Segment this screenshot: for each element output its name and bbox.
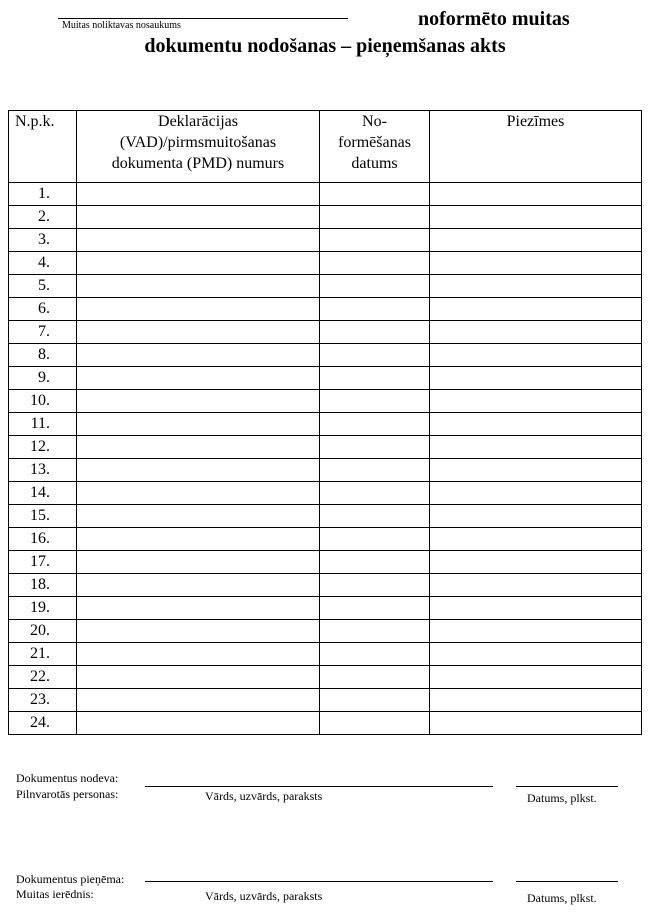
table-header-row bbox=[9, 111, 642, 183]
formalization-date-cell[interactable] bbox=[320, 436, 430, 459]
formalization-date-cell[interactable] bbox=[320, 505, 430, 528]
formalization-date-cell[interactable] bbox=[320, 712, 430, 735]
table-row bbox=[9, 505, 642, 528]
declaration-number-cell[interactable] bbox=[77, 666, 320, 689]
notes-cell[interactable] bbox=[430, 712, 642, 735]
declaration-number-cell[interactable] bbox=[77, 712, 320, 735]
row-number: 1. bbox=[9, 183, 77, 206]
formalization-date-cell[interactable] bbox=[320, 206, 430, 229]
notes-cell[interactable] bbox=[430, 574, 642, 597]
table-row bbox=[9, 367, 642, 390]
table-row bbox=[9, 321, 642, 344]
declaration-number-cell[interactable] bbox=[77, 390, 320, 413]
notes-cell[interactable] bbox=[430, 597, 642, 620]
declaration-number-cell[interactable] bbox=[77, 620, 320, 643]
row-number: 11. bbox=[9, 413, 77, 436]
table-row bbox=[9, 275, 642, 298]
table-row bbox=[9, 298, 642, 321]
row-number: 12. bbox=[9, 436, 77, 459]
row-number: 7. bbox=[9, 321, 77, 344]
declaration-number-cell[interactable] bbox=[77, 275, 320, 298]
row-number: 18. bbox=[9, 574, 77, 597]
formalization-date-cell[interactable] bbox=[320, 275, 430, 298]
table-row bbox=[9, 206, 642, 229]
formalization-date-cell[interactable] bbox=[320, 574, 430, 597]
row-number: 23. bbox=[9, 689, 77, 712]
notes-cell[interactable] bbox=[430, 666, 642, 689]
declaration-number-cell[interactable] bbox=[77, 252, 320, 275]
received-label: Dokumentus pieņēma: bbox=[16, 872, 125, 886]
handed-over-label: Dokumentus nodeva: bbox=[16, 771, 119, 785]
notes-cell[interactable] bbox=[430, 229, 642, 252]
header-declaration-line-3: dokumenta (PMD) numurs bbox=[111, 155, 285, 172]
formalization-date-cell[interactable] bbox=[320, 459, 430, 482]
header-declaration-line-2: (VAD)/pirmsmuitošanas bbox=[119, 134, 277, 151]
customs-officer-label: Muitas ierēdnis: bbox=[16, 887, 94, 901]
formalization-date-cell[interactable] bbox=[320, 689, 430, 712]
header-declaration-number bbox=[77, 111, 320, 183]
declaration-number-cell[interactable] bbox=[77, 206, 320, 229]
row-number: 5. bbox=[9, 275, 77, 298]
office-name-label: Muitas noliktavas nosaukums bbox=[62, 20, 181, 31]
formalization-date-cell[interactable] bbox=[320, 252, 430, 275]
declaration-number-cell[interactable] bbox=[77, 367, 320, 390]
table-row bbox=[9, 597, 642, 620]
handed-over-name-caption: Vārds, uzvārds, paraksts bbox=[205, 789, 323, 803]
row-number: 2. bbox=[9, 206, 77, 229]
formalization-date-cell[interactable] bbox=[320, 344, 430, 367]
notes-cell[interactable] bbox=[430, 252, 642, 275]
handed-over-signature-line[interactable] bbox=[145, 786, 493, 787]
title-line-1: noformēto muitas bbox=[418, 8, 570, 30]
title-line-2: dokumentu nodošanas – pieņemšanas akts bbox=[144, 35, 506, 57]
table-row bbox=[9, 229, 642, 252]
table-row bbox=[9, 574, 642, 597]
header-date-line-2: formēšanas bbox=[338, 134, 411, 151]
table-row bbox=[9, 620, 642, 643]
notes-cell[interactable] bbox=[430, 620, 642, 643]
declaration-number-cell[interactable] bbox=[77, 321, 320, 344]
row-number: 15. bbox=[9, 505, 77, 528]
row-number: 24. bbox=[9, 712, 77, 735]
table-row bbox=[9, 551, 642, 574]
formalization-date-cell[interactable] bbox=[320, 597, 430, 620]
table-row bbox=[9, 344, 642, 367]
notes-cell[interactable] bbox=[430, 183, 642, 206]
formalization-date-cell[interactable] bbox=[320, 229, 430, 252]
declaration-number-cell[interactable] bbox=[77, 344, 320, 367]
declaration-number-cell[interactable] bbox=[77, 183, 320, 206]
notes-cell[interactable] bbox=[430, 321, 642, 344]
notes-cell[interactable] bbox=[430, 367, 642, 390]
handed-over-date-caption: Datums, plkst. bbox=[527, 791, 597, 805]
header-declaration-line-1: Deklarācijas bbox=[158, 113, 238, 130]
declaration-number-cell[interactable] bbox=[77, 505, 320, 528]
row-number: 13. bbox=[9, 459, 77, 482]
notes-cell[interactable] bbox=[430, 551, 642, 574]
declaration-number-cell[interactable] bbox=[77, 298, 320, 321]
received-signature-line[interactable] bbox=[145, 881, 493, 882]
formalization-date-cell[interactable] bbox=[320, 643, 430, 666]
declaration-number-cell[interactable] bbox=[77, 436, 320, 459]
row-number: 9. bbox=[9, 367, 77, 390]
table-row bbox=[9, 689, 642, 712]
formalization-date-cell[interactable] bbox=[320, 482, 430, 505]
table-row bbox=[9, 643, 642, 666]
notes-cell[interactable] bbox=[430, 206, 642, 229]
row-number: 17. bbox=[9, 551, 77, 574]
table-row bbox=[9, 413, 642, 436]
formalization-date-cell[interactable] bbox=[320, 528, 430, 551]
formalization-date-cell[interactable] bbox=[320, 367, 430, 390]
declaration-number-cell[interactable] bbox=[77, 413, 320, 436]
notes-cell[interactable] bbox=[430, 344, 642, 367]
header-date-line-3: datums bbox=[351, 155, 398, 172]
handed-over-date-line[interactable] bbox=[516, 786, 618, 787]
documents-table bbox=[8, 110, 642, 735]
row-number: 3. bbox=[9, 229, 77, 252]
row-number: 20. bbox=[9, 620, 77, 643]
row-number: 16. bbox=[9, 528, 77, 551]
declaration-number-cell[interactable] bbox=[77, 482, 320, 505]
formalization-date-cell[interactable] bbox=[320, 551, 430, 574]
declaration-number-cell[interactable] bbox=[77, 459, 320, 482]
table-row bbox=[9, 436, 642, 459]
row-number: 4. bbox=[9, 252, 77, 275]
row-number: 14. bbox=[9, 482, 77, 505]
row-number: 6. bbox=[9, 298, 77, 321]
row-number: 22. bbox=[9, 666, 77, 689]
header-npk: N.p.k. bbox=[9, 111, 77, 183]
notes-cell[interactable] bbox=[430, 390, 642, 413]
header-notes: Piezīmes bbox=[430, 111, 642, 183]
declaration-number-cell[interactable] bbox=[77, 574, 320, 597]
row-number: 19. bbox=[9, 597, 77, 620]
table-row bbox=[9, 482, 642, 505]
declaration-number-cell[interactable] bbox=[77, 528, 320, 551]
table-row bbox=[9, 183, 642, 206]
table-row bbox=[9, 528, 642, 551]
formalization-date-cell[interactable] bbox=[320, 413, 430, 436]
authorized-persons-label: Pilnvarotās personas: bbox=[16, 787, 119, 801]
notes-cell[interactable] bbox=[430, 436, 642, 459]
declaration-number-cell[interactable] bbox=[77, 229, 320, 252]
formalization-date-cell[interactable] bbox=[320, 298, 430, 321]
received-date-line[interactable] bbox=[516, 881, 618, 882]
notes-cell[interactable] bbox=[430, 528, 642, 551]
formalization-date-cell[interactable] bbox=[320, 390, 430, 413]
notes-cell[interactable] bbox=[430, 643, 642, 666]
declaration-number-cell[interactable] bbox=[77, 551, 320, 574]
notes-cell[interactable] bbox=[430, 505, 642, 528]
notes-cell[interactable] bbox=[430, 459, 642, 482]
formalization-date-cell[interactable] bbox=[320, 183, 430, 206]
table-row bbox=[9, 252, 642, 275]
notes-cell[interactable] bbox=[430, 413, 642, 436]
table-row bbox=[9, 390, 642, 413]
received-date-caption: Datums, plkst. bbox=[527, 891, 597, 905]
formalization-date-cell[interactable] bbox=[320, 620, 430, 643]
declaration-number-cell[interactable] bbox=[77, 597, 320, 620]
office-name-line bbox=[58, 18, 348, 19]
header-formalization-date bbox=[320, 111, 430, 183]
header-date-line-1: No- bbox=[362, 113, 387, 130]
notes-cell[interactable] bbox=[430, 275, 642, 298]
received-name-caption: Vārds, uzvārds, paraksts bbox=[205, 889, 323, 903]
table-row bbox=[9, 666, 642, 689]
table-row bbox=[9, 712, 642, 735]
notes-cell[interactable] bbox=[430, 298, 642, 321]
table-row bbox=[9, 459, 642, 482]
formalization-date-cell[interactable] bbox=[320, 321, 430, 344]
declaration-number-cell[interactable] bbox=[77, 643, 320, 666]
row-number: 10. bbox=[9, 390, 77, 413]
declaration-number-cell[interactable] bbox=[77, 689, 320, 712]
notes-cell[interactable] bbox=[430, 689, 642, 712]
row-number: 21. bbox=[9, 643, 77, 666]
row-number: 8. bbox=[9, 344, 77, 367]
formalization-date-cell[interactable] bbox=[320, 666, 430, 689]
notes-cell[interactable] bbox=[430, 482, 642, 505]
